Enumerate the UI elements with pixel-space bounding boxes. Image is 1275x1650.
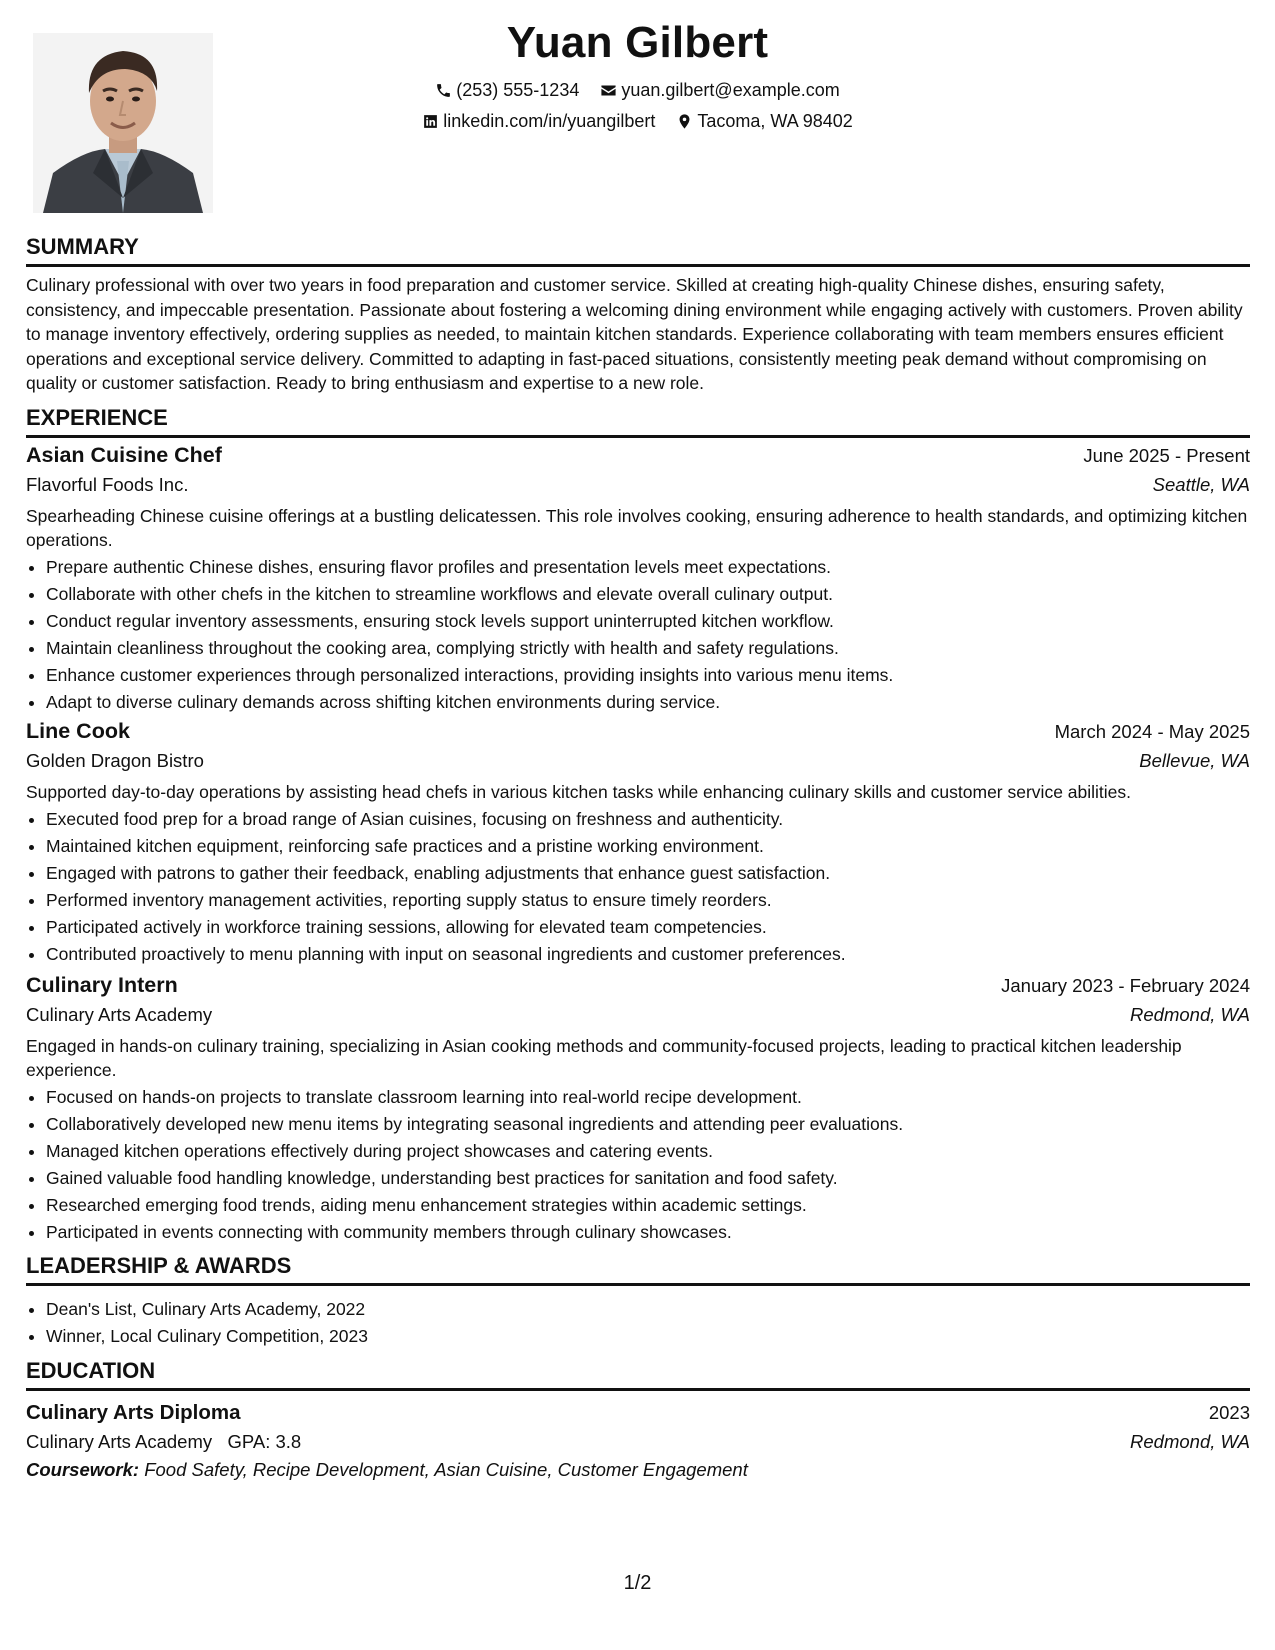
job-bullet: • Gained valuable food handling knowledge, understanding best practices for sanitation and food safety. <box>46 1165 1250 1192</box>
award-item: • Winner, Local Culinary Competition, 2023 <box>46 1323 1250 1350</box>
job-bullet: • Adapt to diverse culinary demands across shifting kitchen environments during service. <box>46 689 1250 716</box>
contact-email[interactable] <box>600 80 839 101</box>
job-location: Bellevue, WA <box>1139 750 1250 771</box>
school-name: Culinary Arts Academy <box>26 1431 213 1452</box>
job-company: Golden Dragon Bistro <box>26 750 204 771</box>
summary-section <box>26 234 1250 396</box>
experience-heading: EXPERIENCE <box>26 405 168 430</box>
job-title: Asian Cuisine Chef <box>26 443 222 467</box>
phone-text: (253) 555-1234 <box>456 80 580 100</box>
job-bullets <box>26 1084 1250 1246</box>
education-heading: EDUCATION <box>26 1358 156 1383</box>
school-location: Redmond, WA <box>1130 1431 1250 1452</box>
degree-title: Culinary Arts Diploma <box>26 1401 241 1424</box>
job-entry <box>26 719 1250 968</box>
awards-list <box>26 1296 1250 1350</box>
location-text: Tacoma, WA 98402 <box>697 111 853 131</box>
job-bullet: • Maintained kitchen equipment, reinforcing safe practices and a pristine working environment. <box>46 833 1250 860</box>
coursework-line <box>26 1459 1250 1481</box>
job-bullet: • Participated actively in workforce training sessions, allowing for elevated team competencies. <box>46 914 1250 941</box>
gpa: GPA: 3.8 <box>227 1431 302 1452</box>
experience-divider <box>26 435 1250 438</box>
awards-divider <box>26 1283 1250 1286</box>
job-title: Line Cook <box>26 719 130 743</box>
map-pin-icon <box>676 113 693 130</box>
phone-icon <box>435 82 452 99</box>
job-bullet: • Performed inventory management activities, reporting supply status to ensure timely reorders. <box>46 887 1250 914</box>
job-bullet: • Contributed proactively to menu planning with input on seasonal ingredients and customer preferences. <box>46 941 1250 968</box>
linkedin-icon <box>422 113 439 130</box>
job-description: Engaged in hands-on culinary training, specializing in Asian cooking methods and community-focused projects, leading to practical kitchen leadership experience. <box>26 1036 1182 1080</box>
job-entry <box>26 443 1250 716</box>
job-bullet: • Managed kitchen operations effectively during project showcases and catering events. <box>46 1138 1250 1165</box>
job-title: Culinary Intern <box>26 973 178 997</box>
job-location: Seattle, WA <box>1152 474 1250 495</box>
job-bullet: • Researched emerging food trends, aiding menu enhancement strategies within academic settings. <box>46 1192 1250 1219</box>
job-bullet: • Maintain cleanliness throughout the cooking area, complying strictly with health and safety regulations. <box>46 635 1250 662</box>
awards-heading: LEADERSHIP & AWARDS <box>26 1253 292 1278</box>
job-entry <box>26 973 1250 1246</box>
envelope-icon <box>600 82 617 99</box>
page-number: 1/2 <box>623 1572 652 1594</box>
job-description: Supported day-to-day operations by assisting head chefs in various kitchen tasks while enhancing culinary skills and customer service abilities. <box>26 782 1132 802</box>
contact-phone[interactable] <box>435 80 579 101</box>
job-bullet: • Collaborate with other chefs in the kitchen to streamline workflows and elevate overall culinary output. <box>46 581 1250 608</box>
job-bullet: • Executed food prep for a broad range of Asian cuisines, focusing on freshness and authenticity. <box>46 806 1250 833</box>
contact-location <box>676 111 852 132</box>
education-divider <box>26 1388 1250 1391</box>
job-bullet: • Prepare authentic Chinese dishes, ensuring flavor profiles and presentation levels meet expectations. <box>46 554 1250 581</box>
coursework-label: Coursework: <box>26 1459 140 1480</box>
job-company: Flavorful Foods Inc. <box>26 474 189 495</box>
summary-text: Culinary professional with over two years in food preparation and customer service. Skilled at creating high-quality Chinese dishes, ensuring safety, consistency, and impeccable presentation. Passionate about fostering a welcoming dining environment while engaging actively with customers. Proven ability to manage inventory effectively, ordering supplies as needed, to maintain kitchen standards. Experience collaborating with team members ensures efficient operations and exceptional service delivery. Committed to adapting in fast-paced situations, consistently meeting peak demand without compromising on quality or customer satisfaction. Ready to bring enthusiasm and expertise to a new role. <box>26 275 1243 393</box>
job-dates: March 2024 - May 2025 <box>1054 721 1250 742</box>
coursework-list: Food Safety, Recipe Development, Asian Cuisine, Customer Engagement <box>144 1459 748 1480</box>
job-dates: June 2025 - Present <box>1083 445 1250 466</box>
job-bullet: • Participated in events connecting with community members through culinary showcases. <box>46 1219 1250 1246</box>
awards-section <box>26 1253 1250 1350</box>
summary-divider <box>26 264 1250 267</box>
contact-row-1 <box>0 80 1275 104</box>
linkedin-text: linkedin.com/in/yuangilbert <box>443 111 656 131</box>
job-bullet: • Focused on hands-on projects to translate classroom learning into real-world recipe development. <box>46 1084 1250 1111</box>
job-location: Redmond, WA <box>1130 1004 1250 1025</box>
school-line <box>26 1431 301 1453</box>
job-bullets <box>26 806 1250 968</box>
job-dates: January 2023 - February 2024 <box>1001 975 1250 996</box>
job-description: Spearheading Chinese cuisine offerings at a bustling delicatessen. This role involves cooking, ensuring adherence to health standards, and optimizing kitchen operations. <box>26 506 1248 550</box>
contact-row-2 <box>0 111 1275 135</box>
contact-linkedin[interactable] <box>422 111 655 132</box>
email-text: yuan.gilbert@example.com <box>621 80 840 100</box>
summary-heading: SUMMARY <box>26 234 139 259</box>
job-bullet: • Collaboratively developed new menu items by integrating seasonal ingredients and attending peer evaluations. <box>46 1111 1250 1138</box>
job-bullet: • Engaged with patrons to gather their feedback, enabling adjustments that enhance guest satisfaction. <box>46 860 1250 887</box>
degree-year: 2023 <box>1208 1402 1250 1423</box>
job-bullet: • Enhance customer experiences through personalized interactions, providing insights into various menu items. <box>46 662 1250 689</box>
job-bullets <box>26 554 1250 716</box>
education-section <box>26 1358 1250 1481</box>
candidate-name: Yuan Gilbert <box>506 18 769 67</box>
award-item: • Dean's List, Culinary Arts Academy, 2022 <box>46 1296 1250 1323</box>
experience-section-header <box>26 405 1250 438</box>
job-company: Culinary Arts Academy <box>26 1004 213 1025</box>
job-bullet: • Conduct regular inventory assessments, ensuring stock levels support uninterrupted kitchen workflow. <box>46 608 1250 635</box>
